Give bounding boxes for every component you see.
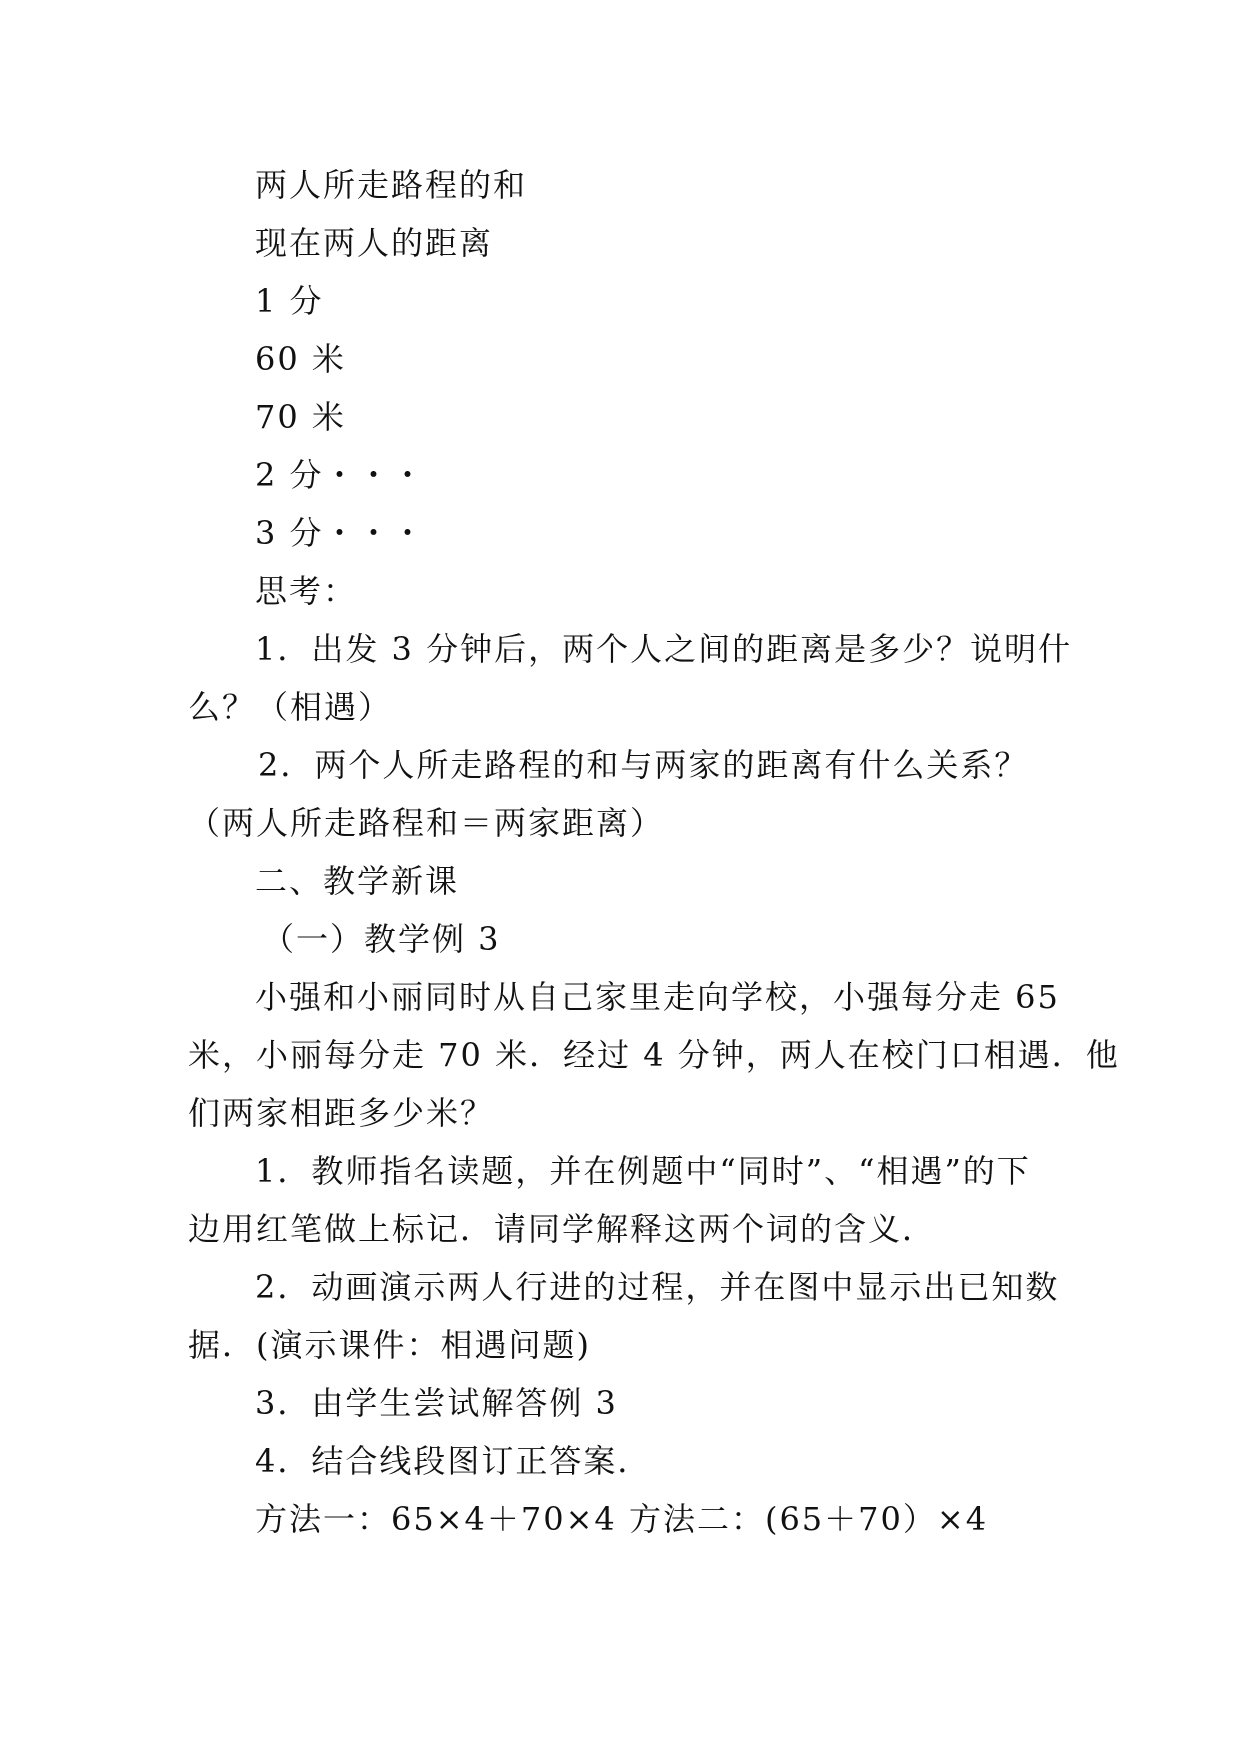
text-line-21: 据．(演示课件：相遇问题) [188, 1326, 591, 1364]
text-line-18: 1．教师指名读题，并在例题中“同时”、“相遇”的下 [255, 1152, 1031, 1190]
text-line-22: 3．由学生尝试解答例 3 [255, 1384, 618, 1422]
text-line-19: 边用红笔做上标记．请同学解释这两个词的含义． [188, 1210, 937, 1248]
text-line-20: 2．动画演示两人行进的过程，并在图中显示出已知数 [255, 1268, 1060, 1306]
text-line-5: 70 米 [255, 398, 346, 436]
text-line-11: 2．两个人所走路程的和与两家的距离有什么关系？ [258, 746, 1029, 784]
subsection-heading-example-3: （一）教学例 3 [262, 920, 501, 958]
text-line-1: 两人所走路程的和 [255, 166, 528, 204]
text-line-12: （两人所走路程和＝两家距离） [188, 804, 665, 842]
text-line-2: 现在两人的距离 [255, 224, 494, 262]
text-line-24: 方法一：65×4＋70×4 方法二：(65＋70）×4 [255, 1500, 989, 1538]
text-line-8: 思考： [255, 572, 358, 610]
text-line-4: 60 米 [255, 340, 346, 378]
text-line-7: 3 分・・・ [255, 514, 426, 552]
text-line-17: 们两家相距多少米？ [188, 1094, 495, 1132]
text-line-3: 1 分 [255, 282, 324, 320]
text-line-15: 小强和小丽同时从自己家里走向学校，小强每分走 65 [255, 978, 1060, 1016]
section-heading-new-lesson: 二、教学新课 [255, 862, 460, 900]
text-line-10: 么？（相遇） [188, 688, 393, 726]
text-line-16: 米，小丽每分走 70 米．经过 4 分钟，两人在校门口相遇．他 [188, 1036, 1120, 1074]
text-line-9: 1．出发 3 分钟后，两个人之间的距离是多少？说明什 [255, 630, 1073, 668]
text-line-23: 4．结合线段图订正答案． [255, 1442, 652, 1480]
text-line-6: 2 分・・・ [255, 456, 426, 494]
